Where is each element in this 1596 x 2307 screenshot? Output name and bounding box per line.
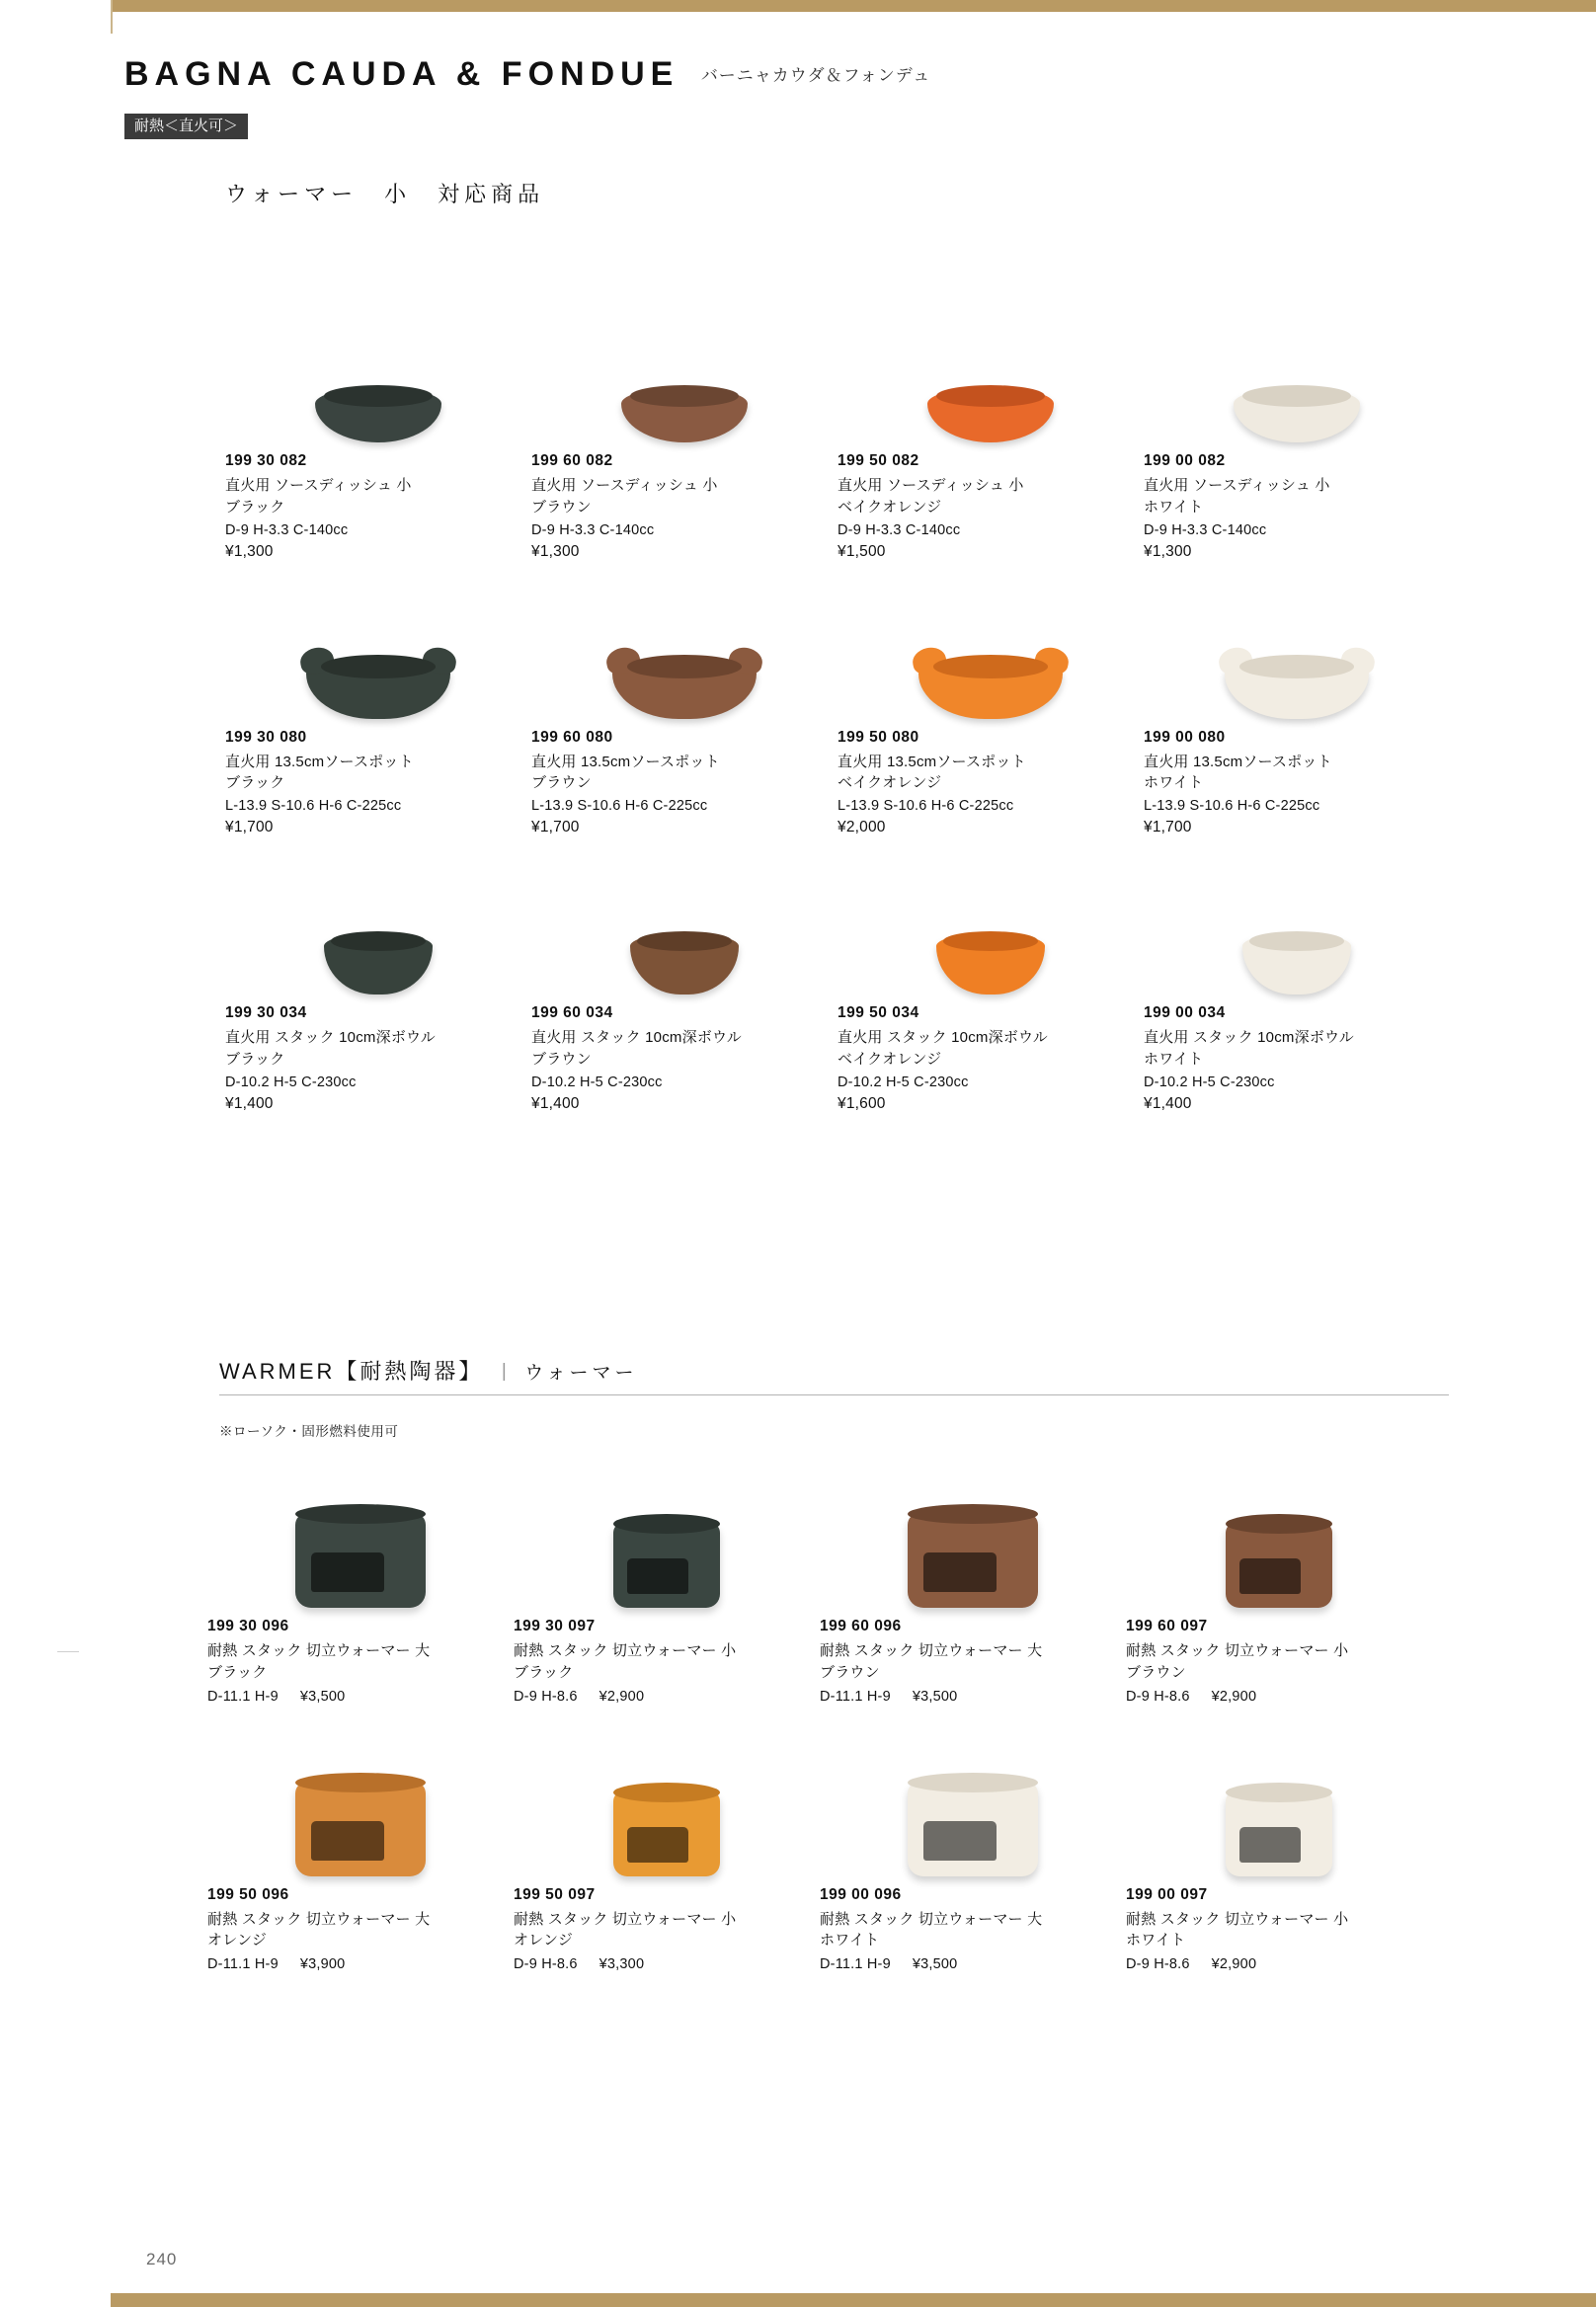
product-card[interactable] [838, 602, 1144, 837]
product-name-line1: 直火用 ソースディッシュ 小 [1144, 477, 1330, 494]
warmer-photo-body [908, 1782, 1038, 1876]
product-name [1144, 1027, 1450, 1071]
warmer-name-line2: ブラック [514, 1663, 574, 1681]
warmer-photo-body [613, 1523, 720, 1608]
warmer-name-line2: ブラウン [1126, 1663, 1186, 1681]
warmer-name-line2: ホワイト [820, 1932, 880, 1949]
product-price: ¥1,400 [1144, 1094, 1192, 1112]
warmer-photo-body [1226, 1791, 1332, 1876]
product-card[interactable] [531, 326, 838, 561]
warmer-price: ¥2,900 [1211, 1956, 1257, 1972]
warmer-spec-price [514, 1689, 820, 1705]
warmer-grid [207, 1481, 1432, 2018]
product-card[interactable] [531, 878, 838, 1113]
warmer-heading-en: WARMER【耐熱陶器】 [219, 1359, 484, 1384]
product-spec: D-10.2 H-5 C-230cc [838, 1074, 969, 1090]
product-spec: L-13.9 S-10.6 H-6 C-225cc [838, 798, 1014, 814]
warmer-card[interactable] [207, 1481, 514, 1705]
page-title-en: BAGNA CAUDA & FONDUE [124, 55, 679, 93]
product-card[interactable] [1144, 326, 1450, 561]
warmer-name [207, 1640, 514, 1684]
warmer-heading-divider: | [501, 1361, 507, 1382]
warmer-card[interactable] [820, 1750, 1126, 1973]
product-name-line1: 直火用 13.5cmソースポット [1144, 753, 1332, 770]
product-name [531, 1027, 838, 1071]
product-name [838, 752, 1144, 795]
product-spec: D-9 H-3.3 C-140cc [838, 521, 961, 538]
product-name-line1: 直火用 13.5cmソースポット [838, 753, 1026, 770]
page-number: 240 [146, 2250, 178, 2268]
product-code: 199 50 080 [838, 728, 919, 746]
warmer-spec: D-11.1 H-9 [820, 1956, 891, 1972]
product-card[interactable] [531, 602, 838, 837]
warmer-card[interactable] [1126, 1481, 1432, 1705]
warmer-name-line1: 耐熱 スタック 切立ウォーマー 小 [514, 1642, 737, 1659]
product-name [838, 1027, 1144, 1071]
warmer-name [207, 1909, 514, 1952]
product-photo [838, 878, 1144, 994]
warmer-spec: D-9 H-8.6 [514, 1688, 578, 1705]
warmer-spec-price [1126, 1956, 1432, 1972]
warmer-price: ¥2,900 [598, 1688, 645, 1705]
product-photo-pot [612, 658, 757, 719]
page-title-jp: バーニャカウダ＆フォンデュ [700, 66, 931, 85]
product-row [225, 602, 1450, 837]
product-name-line2: ブラック [225, 1050, 285, 1068]
warmer-photo [1126, 1481, 1432, 1608]
product-name-line1: 直火用 ソースディッシュ 小 [838, 477, 1024, 494]
warmer-spec: D-11.1 H-9 [207, 1956, 279, 1972]
product-name [838, 475, 1144, 518]
warmer-code: 199 00 097 [1126, 1885, 1208, 1903]
product-photo-dish [1234, 387, 1360, 442]
product-name-line2: ブラウン [531, 1050, 592, 1068]
product-price: ¥2,000 [838, 819, 886, 835]
product-code: 199 00 080 [1144, 728, 1226, 746]
warmer-code: 199 60 096 [820, 1618, 902, 1634]
top-decorative-band [0, 0, 1596, 12]
warmer-name-line2: オレンジ [514, 1932, 574, 1949]
product-code: 199 60 082 [531, 452, 613, 469]
product-price: ¥1,700 [225, 819, 274, 835]
product-spec: D-10.2 H-5 C-230cc [225, 1074, 357, 1090]
product-name-line2: ベイクオレンジ [838, 774, 942, 792]
product-photo [225, 326, 531, 442]
warmer-price: ¥3,500 [299, 1688, 346, 1705]
product-card[interactable] [225, 878, 531, 1113]
warmer-photo-body [295, 1782, 426, 1876]
product-name-line2: ベイクオレンジ [838, 1050, 942, 1068]
warmer-code: 199 50 097 [514, 1885, 596, 1903]
product-name [225, 752, 531, 795]
warmer-spec-price [820, 1689, 1126, 1705]
product-price: ¥1,500 [838, 542, 886, 560]
warmer-spec: D-9 H-8.6 [514, 1956, 578, 1972]
warmer-photo [514, 1750, 820, 1876]
product-photo [531, 878, 838, 994]
warmer-name [514, 1909, 820, 1952]
product-photo-bowl [630, 933, 739, 994]
product-grid [225, 326, 1450, 1154]
warmer-name-line1: 耐熱 スタック 切立ウォーマー 小 [1126, 1642, 1349, 1659]
product-card[interactable] [225, 326, 531, 561]
product-photo [1144, 326, 1450, 442]
product-photo [531, 326, 838, 442]
warmer-name [1126, 1909, 1432, 1952]
warmer-photo [820, 1750, 1126, 1876]
warmer-photo-body [908, 1513, 1038, 1608]
warmer-name [820, 1640, 1126, 1684]
product-code: 199 00 034 [1144, 1004, 1226, 1021]
product-code: 199 50 082 [838, 452, 919, 469]
product-code: 199 30 034 [225, 1004, 307, 1021]
warmer-spec: D-11.1 H-9 [820, 1688, 891, 1705]
product-name-line2: ベイクオレンジ [838, 498, 942, 516]
warmer-spec: D-11.1 H-9 [207, 1688, 279, 1705]
product-photo-pot [918, 658, 1063, 719]
section-label-warmer-small: ウォーマー 小 対応商品 [225, 182, 545, 206]
warmer-name-line2: ブラウン [820, 1663, 880, 1681]
product-photo [225, 602, 531, 719]
product-spec: L-13.9 S-10.6 H-6 C-225cc [225, 798, 402, 814]
product-name-line2: ブラウン [531, 774, 592, 792]
warmer-code: 199 30 096 [207, 1618, 289, 1634]
warmer-name-line2: オレンジ [207, 1932, 268, 1949]
product-row [225, 326, 1450, 561]
product-spec: D-9 H-3.3 C-140cc [531, 521, 655, 538]
product-name-line1: 直火用 13.5cmソースポット [531, 753, 720, 770]
product-name [225, 1027, 531, 1071]
warmer-row [207, 1750, 1432, 1973]
warmer-code: 199 00 096 [820, 1885, 902, 1903]
warmer-name-line2: ブラック [207, 1663, 268, 1681]
warmer-spec-price [207, 1689, 514, 1705]
warmer-photo [207, 1481, 514, 1608]
warmer-card[interactable] [514, 1481, 820, 1705]
product-photo-pot [306, 658, 450, 719]
product-name-line1: 直火用 スタック 10cm深ボウル [1144, 1029, 1354, 1046]
warmer-spec-price [820, 1956, 1126, 1972]
product-photo [1144, 602, 1450, 719]
product-name-line2: ブラック [225, 498, 285, 516]
warmer-heading-rule [219, 1394, 1449, 1395]
product-name [225, 475, 531, 518]
product-name-line1: 直火用 スタック 10cm深ボウル [531, 1029, 742, 1046]
product-photo-pot [1225, 658, 1369, 719]
warmer-photo [1126, 1750, 1432, 1876]
warmer-spec: D-9 H-8.6 [1126, 1956, 1190, 1972]
warmer-code: 199 30 097 [514, 1618, 596, 1634]
product-price: ¥1,600 [838, 1094, 886, 1112]
product-name-line2: ホワイト [1144, 1050, 1204, 1068]
page-header [124, 55, 1448, 94]
product-price: ¥1,300 [1144, 542, 1192, 560]
product-photo [225, 878, 531, 994]
product-code: 199 50 034 [838, 1004, 919, 1021]
product-photo-bowl [936, 933, 1045, 994]
product-name-line1: 直火用 スタック 10cm深ボウル [838, 1029, 1048, 1046]
status-badge-heat: 耐熱＜直火可＞ [124, 114, 248, 139]
warmer-code: 199 50 096 [207, 1885, 289, 1903]
warmer-name-line1: 耐熱 スタック 切立ウォーマー 小 [1126, 1910, 1349, 1928]
warmer-photo [207, 1750, 514, 1876]
warmer-price: ¥3,500 [912, 1688, 958, 1705]
warmer-spec-price [514, 1956, 820, 1972]
warmer-name [514, 1640, 820, 1684]
warmer-photo-body [295, 1513, 426, 1608]
product-code: 199 00 082 [1144, 452, 1226, 469]
product-name [1144, 475, 1450, 518]
product-name-line1: 直火用 ソースディッシュ 小 [531, 477, 718, 494]
product-photo-bowl [1242, 933, 1351, 994]
product-photo-dish [621, 387, 748, 442]
product-price: ¥1,400 [225, 1094, 274, 1112]
product-price: ¥1,700 [531, 819, 580, 835]
warmer-photo-body [1226, 1523, 1332, 1608]
product-spec: D-9 H-3.3 C-140cc [225, 521, 349, 538]
product-photo [1144, 878, 1450, 994]
product-photo [531, 602, 838, 719]
product-photo-bowl [324, 933, 433, 994]
product-card[interactable] [1144, 878, 1450, 1113]
bottom-band-gap [0, 2293, 111, 2307]
product-price: ¥1,300 [225, 542, 274, 560]
side-tick-mark [57, 1651, 79, 1652]
product-photo [838, 326, 1144, 442]
product-spec: D-9 H-3.3 C-140cc [1144, 521, 1267, 538]
product-name [531, 752, 838, 795]
product-name [531, 475, 838, 518]
warmer-price: ¥3,500 [912, 1956, 958, 1972]
bottom-decorative-band [0, 2293, 1596, 2307]
product-name-line2: ブラウン [531, 498, 592, 516]
warmer-card[interactable] [207, 1750, 514, 1973]
warmer-spec: D-9 H-8.6 [1126, 1688, 1190, 1705]
product-price: ¥1,400 [531, 1094, 580, 1112]
warmer-code: 199 60 097 [1126, 1618, 1208, 1634]
product-name-line2: ブラック [225, 774, 285, 792]
product-name-line1: 直火用 スタック 10cm深ボウル [225, 1029, 436, 1046]
warmer-name [820, 1909, 1126, 1952]
product-card[interactable] [838, 878, 1144, 1113]
product-photo-dish [315, 387, 441, 442]
warmer-name-line1: 耐熱 スタック 切立ウォーマー 大 [820, 1642, 1043, 1659]
product-card[interactable] [225, 602, 531, 837]
product-spec: L-13.9 S-10.6 H-6 C-225cc [531, 798, 708, 814]
warmer-photo [820, 1481, 1126, 1608]
warmer-usage-note: ※ローソク・固形燃料使用可 [219, 1424, 399, 1439]
warmer-card[interactable] [1126, 1750, 1432, 1973]
left-vertical-rule [111, 0, 113, 34]
product-name-line2: ホワイト [1144, 498, 1204, 516]
warmer-row [207, 1481, 1432, 1705]
warmer-photo-body [613, 1791, 720, 1876]
product-row [225, 878, 1450, 1113]
product-code: 199 30 082 [225, 452, 307, 469]
product-name [1144, 752, 1450, 795]
warmer-name-line1: 耐熱 スタック 切立ウォーマー 大 [820, 1910, 1043, 1928]
warmer-spec-price [1126, 1689, 1432, 1705]
warmer-price: ¥2,900 [1211, 1688, 1257, 1705]
warmer-name-line1: 耐熱 スタック 切立ウォーマー 小 [514, 1910, 737, 1928]
warmer-price: ¥3,300 [598, 1956, 645, 1972]
product-code: 199 60 080 [531, 728, 613, 746]
warmer-card[interactable] [514, 1750, 820, 1973]
product-code: 199 60 034 [531, 1004, 613, 1021]
warmer-name [1126, 1640, 1432, 1684]
product-spec: D-10.2 H-5 C-230cc [1144, 1074, 1275, 1090]
product-card[interactable] [1144, 602, 1450, 837]
product-name-line2: ホワイト [1144, 774, 1204, 792]
product-spec: L-13.9 S-10.6 H-6 C-225cc [1144, 798, 1320, 814]
warmer-card[interactable] [820, 1481, 1126, 1705]
warmer-photo [514, 1481, 820, 1608]
product-name-line1: 直火用 13.5cmソースポット [225, 753, 414, 770]
product-price: ¥1,300 [531, 542, 580, 560]
warmer-name-line1: 耐熱 スタック 切立ウォーマー 大 [207, 1910, 431, 1928]
product-spec: D-10.2 H-5 C-230cc [531, 1074, 663, 1090]
product-price: ¥1,700 [1144, 819, 1192, 835]
product-name-line1: 直火用 ソースディッシュ 小 [225, 477, 412, 494]
warmer-section-heading [219, 1355, 1449, 1386]
warmer-spec-price [207, 1956, 514, 1972]
warmer-price: ¥3,900 [299, 1956, 346, 1972]
product-photo-dish [927, 387, 1054, 442]
product-card[interactable] [838, 326, 1144, 561]
top-band-gap [0, 0, 111, 12]
product-code: 199 30 080 [225, 728, 307, 746]
product-photo [838, 602, 1144, 719]
warmer-name-line2: ホワイト [1126, 1932, 1186, 1949]
warmer-heading-jp: ウォーマー [524, 1363, 638, 1384]
warmer-name-line1: 耐熱 スタック 切立ウォーマー 大 [207, 1642, 431, 1659]
